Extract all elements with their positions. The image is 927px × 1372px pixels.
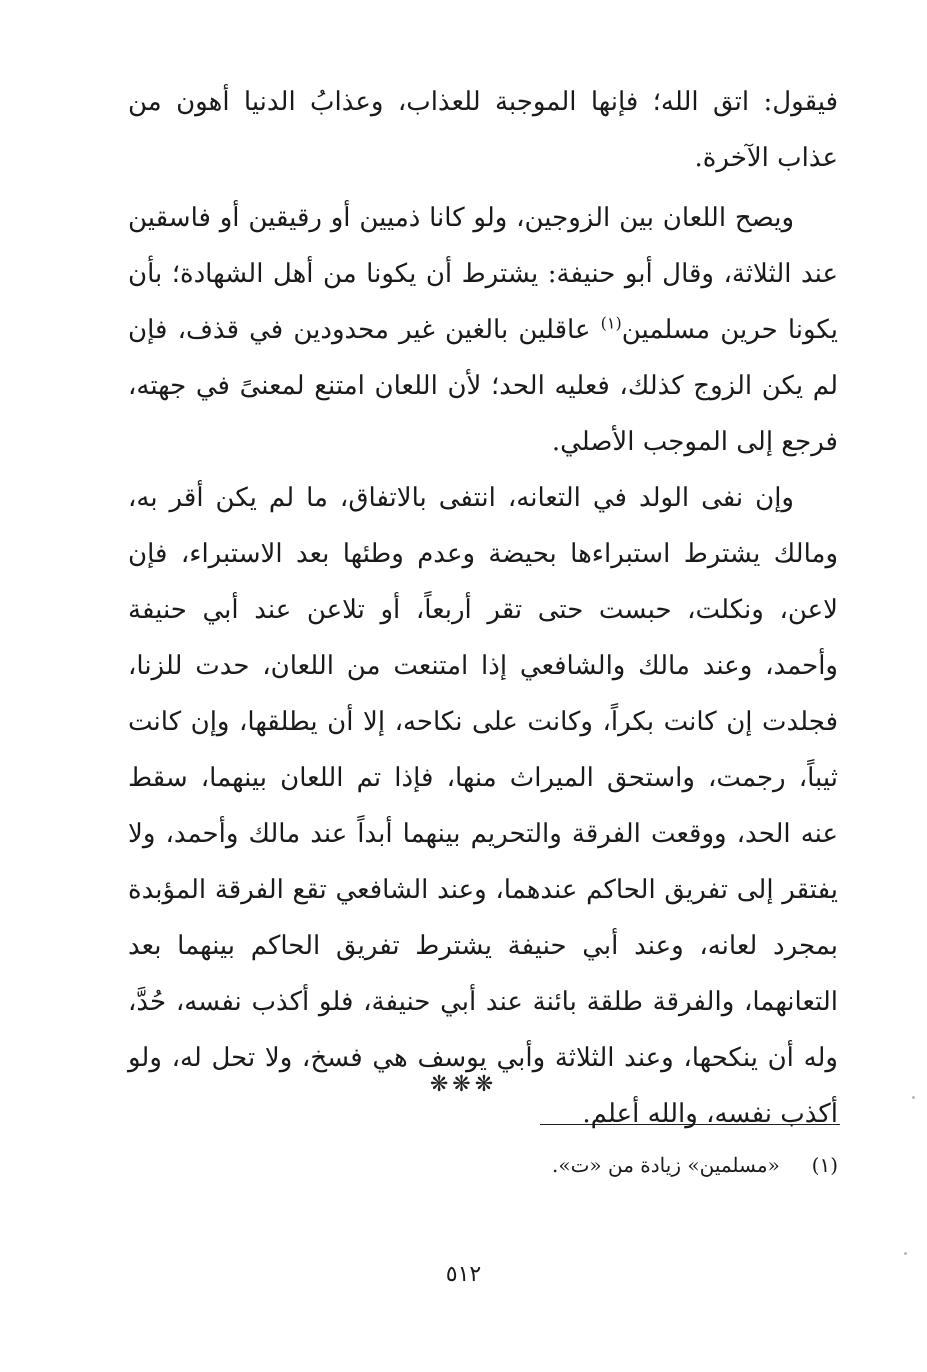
paragraph-3 [128,470,838,1142]
scan-speck [912,1096,915,1099]
paragraph-2-text [128,190,838,470]
paragraph-2 [128,190,838,470]
paragraph-1-text: فيقول: اتق الله؛ فإنها الموجبة للعذاب، وعذابُ الدنيا أهون من عذاب الآخرة. [128,87,838,173]
paragraph-1 [128,74,838,186]
scan-speck [904,1252,907,1255]
footnote-number: (١) [811,1153,838,1177]
footnote-divider [540,1124,840,1125]
footnote-reference-marker[interactable]: (١) [600,313,622,333]
section-separator: ❋❋❋ [429,1072,498,1097]
paragraph-2-text-part-1: ويصح اللعان بين الزوجين، ولو كانا ذميين أو رقيقين أو فاسقين عند الثلاثة، وقال أبو حنيفة: يشترط أن يكونا من أهل الشهادة؛ بأن يكونا حرين مسلمين [128,203,839,345]
footnote [128,1150,838,1180]
page-number: ٥١٢ [445,1262,482,1287]
paragraph-3-text: وإن نفى الولد في التعانه، انتفى بالاتفاق، ما لم يكن أقر به، ومالك يشترط استبراءها بحيضة وعدم وطئها بعد الاستبراء، فإن لاعن، ونكلت، حبست حتى تقر أربعاً، أو تلاعن عند أبي حنيفة وأحمد، وعند مالك والشافعي إذا امتنعت من اللعان، حدت للزنا، فجلدت إن كانت بكراً، وكانت على نكاحه، إلا أن يطلقها، وإن كانت ثيباً، رجمت، واستحق الميراث منها، فإذا تم اللعان بينهما، سقط عنه الحد، ووقعت الفرقة والتحريم بينهما أبداً عند مالك وأحمد، ولا يفتقر إلى تفريق الحاكم عندهما، وعند الشافعي تقع الفرقة المؤبدة بمجرد لعانه، وعند أبي حنيفة يشترط تفريق الحاكم بينهما بعد التعانهما، والفرقة طلقة بائنة عند أبي حنيفة، فلو أكذب نفسه، حُدَّ، وله أن ينكحها، وعند الثلاثة وأبي يوسف هي فسخ، ولا تحل له، ولو أكذب نفسه، والله أعلم. [128,483,838,1129]
paragraph-2-text-part-2: عاقلين بالغين غير محدودين في قذف، فإن لم يكن الزوج كذلك، فعليه الحد؛ لأن اللعان امتنع لمعنىً في جهته، فرجع إلى الموجب الأصلي. [128,315,838,457]
footnote-text: «مسلمين» زيادة من «ت». [551,1153,780,1177]
